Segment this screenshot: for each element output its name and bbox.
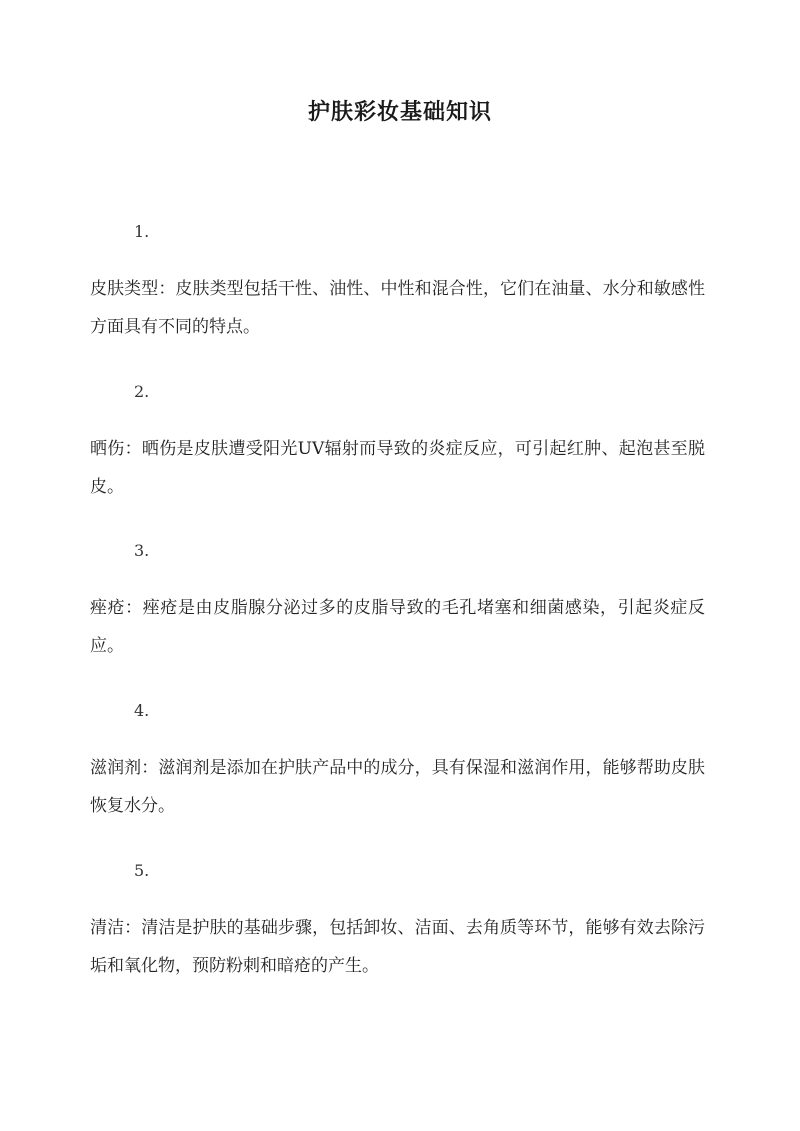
item-number: 4. [134, 701, 150, 720]
item-number: 5. [134, 861, 150, 880]
list-item [90, 701, 705, 825]
item-number: 2. [134, 382, 150, 401]
list-item [90, 861, 705, 985]
item-text: 晒伤：晒伤是皮肤遭受阳光UV辐射而导致的炎症反应，可引起红肿、起泡甚至脱皮。 [90, 439, 705, 497]
list-item [90, 541, 705, 665]
list-item [90, 222, 705, 346]
item-number: 1. [134, 222, 150, 241]
item-text: 痤疮：痤疮是由皮脂腺分泌过多的皮脂导致的毛孔堵塞和细菌感染，引起炎症反应。 [90, 598, 705, 656]
item-number: 3. [134, 541, 150, 560]
item-text: 清洁：清洁是护肤的基础步骤，包括卸妆、洁面、去角质等环节，能够有效去除污垢和氧化物，预防粉刺和暗疮的产生。 [90, 918, 705, 976]
page-title: 护肤彩妆基础知识 [307, 99, 492, 125]
item-text: 皮肤类型：皮肤类型包括干性、油性、中性和混合性，它们在油量、水分和敏感性方面具有不同的特点。 [90, 279, 705, 337]
list-item [90, 382, 705, 506]
item-text: 滋润剂：滋润剂是添加在护肤产品中的成分，具有保湿和滋润作用，能够帮助皮肤恢复水分。 [90, 758, 705, 816]
